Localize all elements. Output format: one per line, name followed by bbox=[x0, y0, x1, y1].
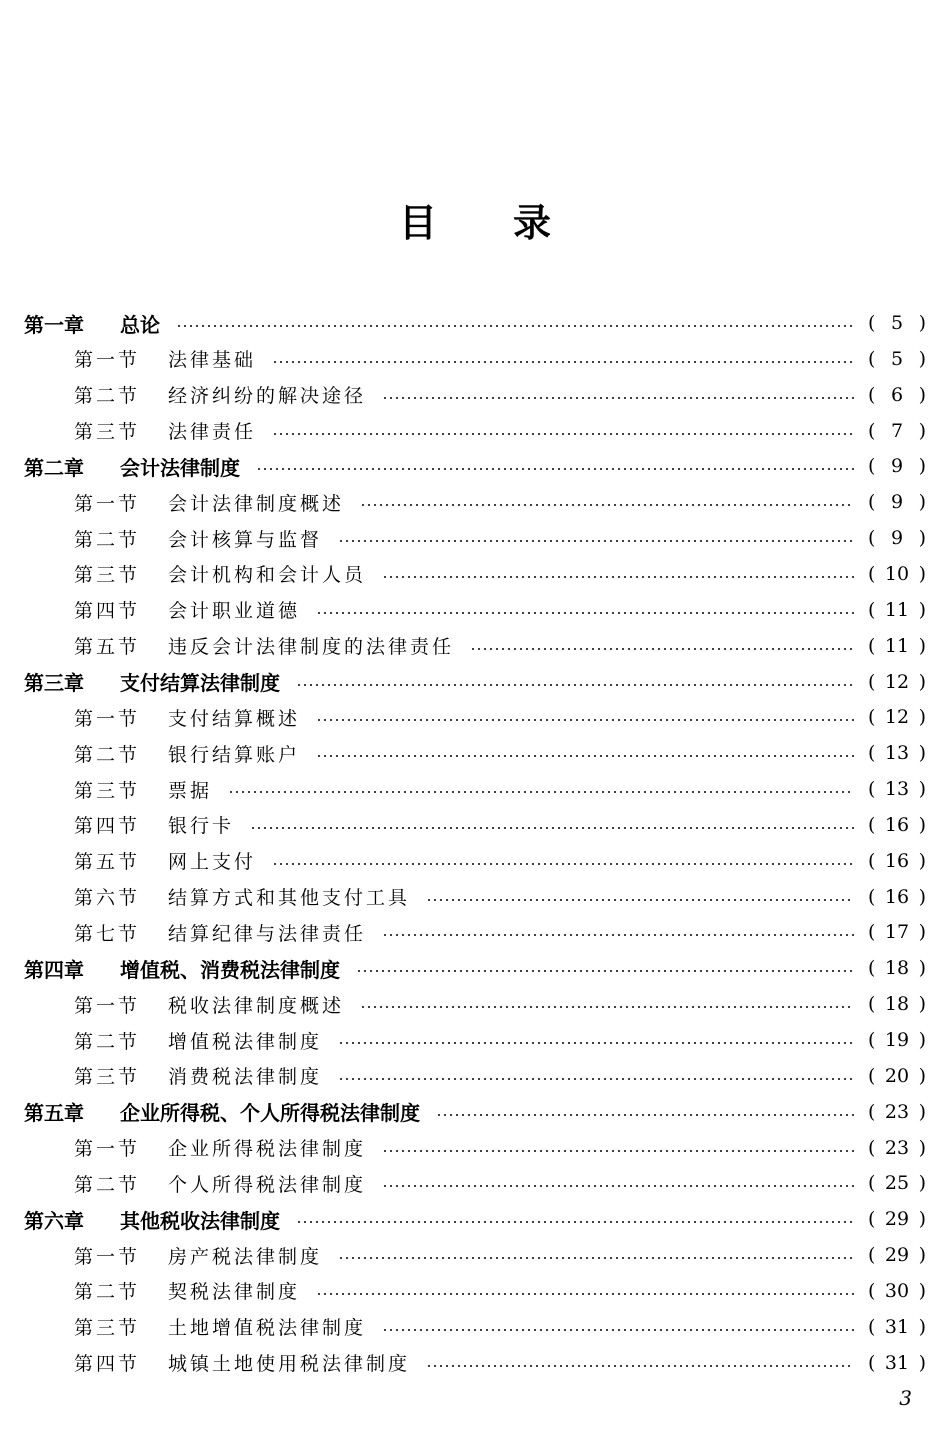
toc-page-reference bbox=[868, 1244, 926, 1266]
dot-leader bbox=[360, 1005, 854, 1009]
close-paren: ) bbox=[918, 849, 926, 872]
section-title: 个人所得税法律制度 bbox=[168, 1173, 367, 1196]
section-title: 消费税法律制度 bbox=[168, 1066, 323, 1089]
toc-entry-label bbox=[74, 1313, 366, 1340]
dot-leader bbox=[176, 324, 854, 328]
toc-page-reference bbox=[868, 814, 926, 836]
toc-entry-label bbox=[74, 596, 300, 623]
toc-entry-label bbox=[24, 954, 340, 983]
close-paren: ) bbox=[918, 312, 926, 334]
section-number: 第二节 bbox=[74, 1030, 141, 1053]
close-paren: ) bbox=[918, 1315, 926, 1338]
section-title: 经济纠纷的解决途径 bbox=[168, 385, 367, 408]
dot-leader bbox=[382, 1328, 854, 1332]
dot-leader bbox=[356, 969, 854, 973]
toc-section-row[interactable] bbox=[0, 413, 950, 449]
page-number-value: 20 bbox=[884, 1064, 910, 1087]
section-title: 土地增值税法律制度 bbox=[168, 1317, 367, 1340]
open-paren: ( bbox=[868, 706, 876, 729]
dot-leader bbox=[316, 718, 854, 722]
dot-leader bbox=[360, 503, 854, 507]
section-title: 银行卡 bbox=[168, 815, 235, 838]
toc-entry-label bbox=[74, 525, 322, 552]
open-paren: ( bbox=[868, 312, 876, 334]
section-title: 网上支付 bbox=[168, 851, 257, 874]
dot-leader bbox=[272, 360, 854, 364]
dot-leader bbox=[272, 862, 854, 866]
toc-entry-label bbox=[74, 704, 300, 731]
open-paren: ( bbox=[868, 1315, 876, 1338]
open-paren: ( bbox=[868, 1064, 876, 1087]
page-number-value: 9 bbox=[890, 527, 904, 550]
toc-page-reference bbox=[868, 1101, 926, 1123]
page-number-value: 9 bbox=[890, 491, 904, 514]
dot-leader bbox=[382, 1184, 854, 1188]
toc-section-row[interactable] bbox=[0, 377, 950, 413]
section-title: 城镇土地使用税法律制度 bbox=[168, 1353, 411, 1376]
section-title: 会计核算与监督 bbox=[168, 528, 323, 551]
dot-leader bbox=[316, 754, 854, 758]
dot-leader bbox=[426, 1364, 854, 1368]
close-paren: ) bbox=[918, 598, 926, 621]
close-paren: ) bbox=[918, 742, 926, 765]
toc-page-reference bbox=[868, 635, 926, 657]
toc-page-reference bbox=[868, 1065, 926, 1087]
toc-chapter-row[interactable] bbox=[0, 1201, 950, 1237]
dot-leader bbox=[382, 1149, 854, 1153]
dot-leader bbox=[426, 898, 854, 902]
page-number-value: 18 bbox=[884, 993, 910, 1016]
toc-page-reference bbox=[868, 599, 926, 621]
toc-section-row[interactable] bbox=[0, 879, 950, 915]
open-paren: ( bbox=[868, 598, 876, 621]
dot-leader bbox=[338, 1077, 854, 1081]
section-title: 会计机构和会计人员 bbox=[168, 564, 367, 587]
close-paren: ) bbox=[918, 419, 926, 442]
open-paren: ( bbox=[868, 1172, 876, 1195]
toc-chapter-row[interactable] bbox=[0, 448, 950, 484]
open-paren: ( bbox=[868, 849, 876, 872]
toc-entry-label bbox=[74, 1062, 322, 1089]
toc-page-reference bbox=[868, 563, 926, 585]
section-number: 第二节 bbox=[74, 1173, 141, 1196]
open-paren: ( bbox=[868, 1136, 876, 1159]
toc-page-reference bbox=[868, 706, 926, 728]
page-number-value: 11 bbox=[884, 634, 910, 657]
page-number-value: 12 bbox=[884, 670, 910, 693]
section-title: 增值税法律制度 bbox=[168, 1030, 323, 1053]
section-number: 第一节 bbox=[74, 994, 141, 1017]
page-number-value: 16 bbox=[884, 813, 910, 836]
page-number-value: 5 bbox=[890, 347, 904, 370]
close-paren: ) bbox=[918, 993, 926, 1016]
dot-leader bbox=[228, 790, 854, 794]
section-number: 第二节 bbox=[74, 528, 141, 551]
page-number-value: 23 bbox=[884, 1136, 910, 1159]
toc-section-row[interactable] bbox=[0, 1237, 950, 1273]
toc-chapter-row[interactable] bbox=[0, 664, 950, 700]
open-paren: ( bbox=[868, 634, 876, 657]
dot-leader bbox=[272, 432, 854, 436]
close-paren: ) bbox=[918, 1100, 926, 1123]
dot-leader bbox=[296, 1220, 854, 1224]
toc-section-row[interactable] bbox=[0, 1165, 950, 1201]
toc-page-reference bbox=[868, 348, 926, 370]
toc-page-reference bbox=[868, 1352, 926, 1374]
toc-section-row[interactable] bbox=[0, 843, 950, 879]
chapter-title: 总论 bbox=[120, 312, 160, 337]
section-number: 第一节 bbox=[74, 492, 141, 515]
section-title: 支付结算概述 bbox=[168, 707, 301, 730]
section-number: 第三节 bbox=[74, 564, 141, 587]
toc-entry-label bbox=[24, 667, 280, 696]
page-number-value: 12 bbox=[884, 706, 910, 729]
toc-section-row[interactable] bbox=[0, 735, 950, 771]
toc-page-reference bbox=[868, 1029, 926, 1051]
toc-section-row[interactable] bbox=[0, 1058, 950, 1094]
close-paren: ) bbox=[918, 491, 926, 514]
toc-page-reference bbox=[868, 886, 926, 908]
dot-leader bbox=[338, 1256, 854, 1260]
section-number: 第四节 bbox=[74, 815, 141, 838]
page-number-value: 25 bbox=[884, 1172, 910, 1195]
toc-page-reference bbox=[868, 993, 926, 1015]
open-paren: ( bbox=[868, 527, 876, 550]
toc-entry-label bbox=[74, 1027, 322, 1054]
close-paren: ) bbox=[918, 921, 926, 944]
open-paren: ( bbox=[868, 1029, 876, 1051]
section-number: 第五节 bbox=[74, 636, 141, 659]
dot-leader bbox=[316, 1292, 854, 1296]
dot-leader bbox=[256, 467, 854, 471]
page-number-value: 17 bbox=[884, 921, 910, 944]
close-paren: ) bbox=[918, 383, 926, 406]
toc-page-reference bbox=[868, 1172, 926, 1194]
page-number-value: 30 bbox=[884, 1279, 910, 1302]
toc-entry-label bbox=[74, 811, 234, 838]
toc-section-row[interactable] bbox=[0, 628, 950, 664]
section-title: 企业所得税法律制度 bbox=[168, 1138, 367, 1161]
section-title: 结算方式和其他支付工具 bbox=[168, 887, 411, 910]
toc-page-reference bbox=[868, 1280, 926, 1302]
section-number: 第三节 bbox=[74, 1066, 141, 1089]
section-number: 第二节 bbox=[74, 385, 141, 408]
toc-entry-label bbox=[74, 1134, 366, 1161]
page-number-value: 9 bbox=[890, 455, 904, 478]
chapter-number: 第二章 bbox=[24, 455, 84, 480]
open-paren: ( bbox=[868, 742, 876, 765]
close-paren: ) bbox=[918, 1172, 926, 1195]
close-paren: ) bbox=[918, 1136, 926, 1159]
toc-entry-label bbox=[74, 489, 344, 516]
open-paren: ( bbox=[868, 419, 876, 442]
toc-page-reference bbox=[868, 742, 926, 764]
toc-entry-label bbox=[74, 740, 300, 767]
section-number: 第一节 bbox=[74, 1245, 141, 1268]
toc-page-reference bbox=[868, 957, 926, 979]
page-number: 3 bbox=[899, 1386, 912, 1410]
toc-page-reference bbox=[868, 1208, 926, 1230]
close-paren: ) bbox=[918, 1208, 926, 1231]
toc-entry-label bbox=[24, 309, 160, 338]
toc-section-row[interactable] bbox=[0, 986, 950, 1022]
page-number-value: 7 bbox=[890, 419, 904, 442]
toc-section-row[interactable] bbox=[0, 914, 950, 950]
dot-leader bbox=[250, 826, 854, 830]
toc-section-row[interactable] bbox=[0, 771, 950, 807]
open-paren: ( bbox=[868, 921, 876, 944]
section-number: 第一节 bbox=[74, 349, 141, 372]
section-number: 第四节 bbox=[74, 600, 141, 623]
page-number-value: 10 bbox=[884, 562, 910, 585]
page-number-value: 11 bbox=[884, 598, 910, 621]
open-paren: ( bbox=[868, 1100, 876, 1123]
toc-section-row[interactable] bbox=[0, 1273, 950, 1309]
close-paren: ) bbox=[918, 885, 926, 908]
page-number-value: 19 bbox=[884, 1029, 910, 1051]
toc-entry-label bbox=[74, 1242, 322, 1269]
section-number: 第一节 bbox=[74, 707, 141, 730]
toc-page-reference bbox=[868, 527, 926, 549]
section-title: 会计职业道德 bbox=[168, 600, 301, 623]
section-number: 第二节 bbox=[74, 743, 141, 766]
toc-section-row[interactable] bbox=[0, 807, 950, 843]
close-paren: ) bbox=[918, 706, 926, 729]
close-paren: ) bbox=[918, 1064, 926, 1087]
section-title: 会计法律制度概述 bbox=[168, 492, 345, 515]
open-paren: ( bbox=[868, 1208, 876, 1231]
toc-page-reference bbox=[868, 491, 926, 513]
close-paren: ) bbox=[918, 813, 926, 836]
open-paren: ( bbox=[868, 347, 876, 370]
open-paren: ( bbox=[868, 670, 876, 693]
toc-section-row[interactable] bbox=[0, 556, 950, 592]
toc-section-row[interactable] bbox=[0, 520, 950, 556]
toc-page-reference bbox=[868, 312, 926, 334]
dot-leader bbox=[382, 396, 854, 400]
section-number: 第二节 bbox=[74, 1281, 141, 1304]
open-paren: ( bbox=[868, 491, 876, 514]
close-paren: ) bbox=[918, 1279, 926, 1302]
dot-leader bbox=[338, 1041, 854, 1045]
open-paren: ( bbox=[868, 562, 876, 585]
chapter-title: 会计法律制度 bbox=[120, 455, 240, 480]
dot-leader bbox=[296, 683, 854, 687]
toc-chapter-row[interactable] bbox=[0, 1094, 950, 1130]
close-paren: ) bbox=[918, 455, 926, 478]
page-number-value: 29 bbox=[884, 1244, 910, 1267]
section-number: 第七节 bbox=[74, 922, 141, 945]
chapter-number: 第五章 bbox=[24, 1101, 84, 1126]
toc-entry-label bbox=[24, 452, 240, 481]
section-number: 第五节 bbox=[74, 851, 141, 874]
page-number-value: 23 bbox=[884, 1100, 910, 1123]
toc-entry-label bbox=[74, 560, 366, 587]
toc-entry-label bbox=[74, 776, 212, 803]
close-paren: ) bbox=[918, 1244, 926, 1267]
page-number-value: 5 bbox=[890, 312, 904, 334]
toc-entry-label bbox=[74, 991, 344, 1018]
toc-page-reference bbox=[868, 384, 926, 406]
chapter-number: 第一章 bbox=[24, 312, 84, 337]
section-title: 银行结算账户 bbox=[168, 743, 301, 766]
toc-section-row[interactable] bbox=[0, 1022, 950, 1058]
open-paren: ( bbox=[868, 957, 876, 980]
close-paren: ) bbox=[918, 778, 926, 801]
toc-chapter-row[interactable] bbox=[0, 305, 950, 341]
page-title-part-2: 录 bbox=[513, 201, 552, 245]
section-title: 税收法律制度概述 bbox=[168, 994, 345, 1017]
toc-section-row[interactable] bbox=[0, 592, 950, 628]
toc-page-reference bbox=[868, 671, 926, 693]
chapter-number: 第三章 bbox=[24, 671, 84, 695]
section-number: 第四节 bbox=[74, 1353, 141, 1376]
section-number: 第一节 bbox=[74, 1138, 141, 1161]
toc-entry-label bbox=[74, 381, 366, 408]
chapter-number: 第六章 bbox=[24, 1208, 84, 1233]
toc-section-row[interactable] bbox=[0, 699, 950, 735]
page-number-value: 13 bbox=[884, 778, 910, 801]
open-paren: ( bbox=[868, 1244, 876, 1267]
open-paren: ( bbox=[868, 455, 876, 478]
page-number-value: 31 bbox=[884, 1351, 910, 1374]
toc-page-reference bbox=[868, 778, 926, 800]
dot-leader bbox=[436, 1113, 854, 1117]
section-title: 法律责任 bbox=[168, 421, 257, 444]
close-paren: ) bbox=[918, 562, 926, 585]
section-number: 第三节 bbox=[74, 1317, 141, 1340]
close-paren: ) bbox=[918, 527, 926, 550]
close-paren: ) bbox=[918, 634, 926, 657]
page-number-value: 13 bbox=[884, 742, 910, 765]
toc-entry-label bbox=[74, 847, 256, 874]
open-paren: ( bbox=[868, 1351, 876, 1374]
page-title bbox=[0, 198, 950, 248]
close-paren: ) bbox=[918, 957, 926, 980]
page-number-value: 6 bbox=[890, 383, 904, 406]
toc-entry-label bbox=[74, 417, 256, 444]
section-number: 第三节 bbox=[74, 421, 141, 444]
page-number-value: 31 bbox=[884, 1315, 910, 1338]
toc-entry-label bbox=[74, 345, 256, 372]
toc-page-reference bbox=[868, 921, 926, 943]
open-paren: ( bbox=[868, 1279, 876, 1302]
toc-entry-label bbox=[74, 1349, 410, 1376]
toc-entry-label bbox=[74, 1277, 300, 1304]
toc-page-reference bbox=[868, 1316, 926, 1338]
toc-page-reference bbox=[868, 455, 926, 477]
chapter-title: 增值税、消费税法律制度 bbox=[120, 957, 340, 982]
close-paren: ) bbox=[918, 1029, 926, 1051]
section-number: 第三节 bbox=[74, 779, 141, 802]
toc-entry-label bbox=[74, 632, 454, 659]
toc-section-row[interactable] bbox=[0, 1130, 950, 1166]
page-title-part-1: 目 bbox=[398, 201, 437, 245]
open-paren: ( bbox=[868, 813, 876, 836]
section-number: 第六节 bbox=[74, 887, 141, 910]
toc-page-reference bbox=[868, 850, 926, 872]
open-paren: ( bbox=[868, 885, 876, 908]
toc-chapter-row[interactable] bbox=[0, 950, 950, 986]
chapter-title: 企业所得税、个人所得税法律制度 bbox=[120, 1101, 420, 1126]
section-title: 结算纪律与法律责任 bbox=[168, 922, 367, 945]
open-paren: ( bbox=[868, 778, 876, 801]
toc-entry-label bbox=[74, 1170, 366, 1197]
section-title: 票据 bbox=[168, 779, 213, 802]
close-paren: ) bbox=[918, 670, 926, 693]
section-title: 房产税法律制度 bbox=[168, 1245, 323, 1268]
toc-entry-label bbox=[74, 919, 366, 946]
toc-section-row[interactable] bbox=[0, 484, 950, 520]
dot-leader bbox=[382, 933, 854, 937]
open-paren: ( bbox=[868, 993, 876, 1016]
page-number-value: 16 bbox=[884, 849, 910, 872]
toc-entry-label bbox=[24, 1097, 420, 1126]
dot-leader bbox=[338, 539, 854, 543]
section-title: 契税法律制度 bbox=[168, 1281, 301, 1304]
page-number-value: 16 bbox=[884, 885, 910, 908]
toc-entry-label bbox=[24, 1205, 280, 1234]
dot-leader bbox=[470, 647, 854, 651]
close-paren: ) bbox=[918, 1351, 926, 1374]
page-number-value: 18 bbox=[884, 957, 910, 980]
toc-section-row[interactable] bbox=[0, 1309, 950, 1345]
toc-section-row[interactable] bbox=[0, 1345, 950, 1381]
page-number-value: 29 bbox=[884, 1208, 910, 1231]
dot-leader bbox=[382, 575, 854, 579]
chapter-title: 支付结算法律制度 bbox=[120, 671, 280, 695]
toc-section-row[interactable] bbox=[0, 341, 950, 377]
chapter-title: 其他税收法律制度 bbox=[120, 1208, 280, 1233]
chapter-number: 第四章 bbox=[24, 957, 84, 982]
open-paren: ( bbox=[868, 383, 876, 406]
section-title: 法律基础 bbox=[168, 349, 257, 372]
close-paren: ) bbox=[918, 347, 926, 370]
toc-page-reference bbox=[868, 420, 926, 442]
toc-page-reference bbox=[868, 1137, 926, 1159]
dot-leader bbox=[316, 611, 854, 615]
section-title: 违反会计法律制度的法律责任 bbox=[168, 636, 455, 659]
toc-entry-label bbox=[74, 883, 410, 910]
